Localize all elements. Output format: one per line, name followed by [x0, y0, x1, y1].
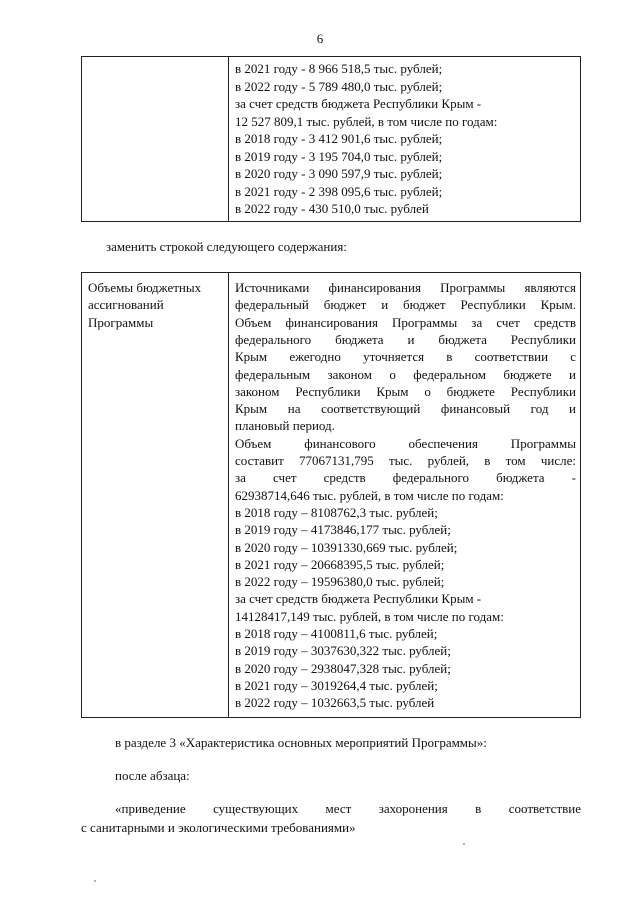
table-replacement: [81, 272, 581, 718]
row-label-line: Программы: [88, 314, 154, 330]
text-line: в 2021 году – 20668395,5 тыс. рублей;: [235, 556, 445, 572]
funding-line: в 2021 году - 2 398 095,6 тыс. рублей;: [235, 183, 443, 199]
text-line: в 2021 году – 3019264,4 тыс. рублей;: [235, 677, 438, 693]
text-line: Объем финансового обеспечения Программы: [235, 435, 576, 451]
text-line: в 2019 году – 3037630,322 тыс. рублей;: [235, 643, 451, 659]
funding-line: в 2021 году - 8 966 518,5 тыс. рублей;: [235, 61, 443, 76]
text-line: федеральным законом о федеральном бюджете и: [235, 366, 576, 382]
funding-line: в 2022 году - 5 789 480,0 тыс. рублей;: [235, 78, 443, 94]
funding-line: в 2020 году - 3 090 597,9 тыс. рублей;: [235, 166, 443, 181]
table-divider: [228, 273, 229, 717]
row-label-line: ассигнований: [88, 297, 164, 313]
text-line: в 2022 году – 1032663,5 тыс. рублей: [235, 695, 435, 711]
table-continued: [81, 56, 581, 222]
row-label-line: Объемы бюджетных: [88, 280, 202, 295]
text-line: 14128417,149 тыс. рублей, в том числе по годам:: [235, 608, 504, 624]
text-line: за счет средств бюджета Республики Крым -: [235, 591, 482, 607]
text-line: в 2022 году – 19596380,0 тыс. рублей;: [235, 574, 445, 590]
page-number: 6: [316, 31, 324, 46]
funding-line: за счет средств бюджета Республики Крым -: [235, 96, 482, 111]
text-line: в 2019 году – 4173846,177 тыс. рублей;: [235, 522, 451, 538]
scan-speck: [94, 880, 96, 882]
after-paragraph-instruction: после абзаца:: [115, 768, 190, 783]
funding-line: 12 527 809,1 тыс. рублей, в том числе по годам:: [235, 113, 498, 129]
text-line: 62938714,646 тыс. рублей, в том числе по годам:: [235, 487, 504, 503]
text-line: плановый период.: [235, 418, 335, 434]
text-line: за счет средств федерального бюджета -: [235, 470, 576, 486]
quote-line: с санитарными и экологическими требованиями»: [81, 820, 356, 835]
table-divider: [228, 57, 229, 221]
funding-line: в 2019 году - 3 195 704,0 тыс. рублей;: [235, 148, 443, 164]
text-line: в 2018 году – 4100811,6 тыс. рублей;: [235, 626, 438, 641]
text-line: в 2020 году – 2938047,328 тыс. рублей;: [235, 660, 451, 676]
text-line: Крым на соответствующий финансовый год и: [235, 401, 576, 417]
text-line: в 2020 году – 10391330,669 тыс. рублей;: [235, 539, 458, 555]
funding-line: в 2018 году - 3 412 901,6 тыс. рублей;: [235, 131, 443, 146]
scan-speck: [463, 843, 465, 845]
funding-line: в 2022 году - 430 510,0 тыс. рублей: [235, 201, 429, 216]
section-instruction: в разделе 3 «Характеристика основных мероприятий Программы»:: [115, 735, 487, 750]
text-line: Объем финансирования Программы за счет средств: [235, 314, 576, 330]
text-line: законом Республики Крым о бюджете Республики: [235, 383, 576, 399]
text-line: Источниками финансирования Программы являются: [235, 280, 576, 295]
replace-instruction: заменить строкой следующего содержания:: [106, 239, 347, 254]
quote-line: «приведение существующих мест захоронения в соответствие: [115, 801, 581, 816]
text-line: в 2018 году – 8108762,3 тыс. рублей;: [235, 504, 438, 520]
text-line: федеральный бюджет и бюджет Республики Крым.: [235, 297, 576, 313]
text-line: федерального бюджета и бюджета Республики: [235, 331, 576, 347]
row-label: [88, 279, 201, 331]
text-line: составит 77067131,795 тыс. рублей, в том числе:: [235, 453, 576, 468]
text-line: Крым ежегодно уточняется в соответствии с: [235, 349, 576, 365]
